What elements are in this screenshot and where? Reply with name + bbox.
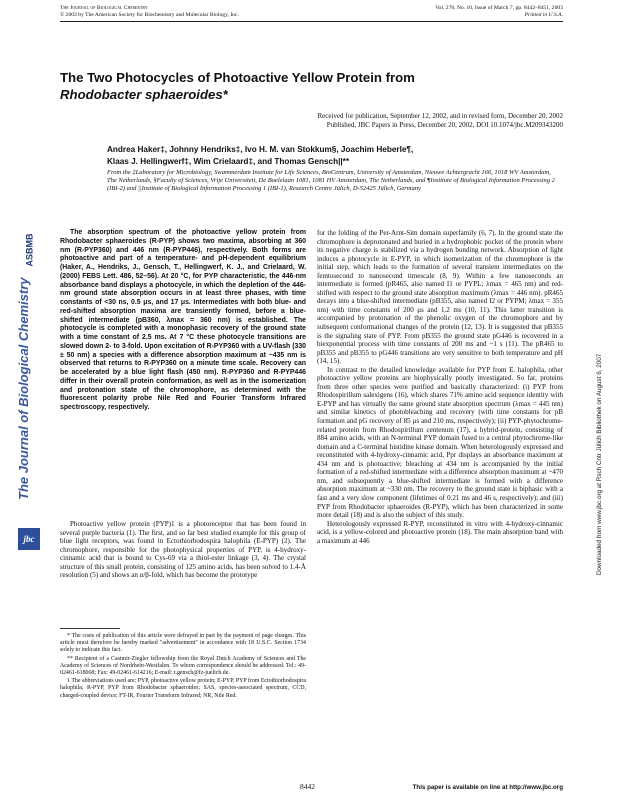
right-column-body <box>317 229 563 545</box>
published-line: Published, JBC Papers in Press, December 20, 2002, DOI 10.1074/jbc.M209343200 <box>326 121 563 129</box>
volume-line: Vol. 278, No. 10, Issue of March 7, pp. 8442–8451, 2003 <box>435 5 563 11</box>
online-notice: This paper is available on line at http://www.jbc.org <box>412 784 563 791</box>
running-header-right <box>435 5 563 19</box>
footnote-cost: * The costs of publication of this article were defrayed in part by the payment of page charges. This article must therefore be hereby marked "advertisement" in accordance with 18 U.S.C. Section 1734 solely to indicate this fact. <box>60 633 306 654</box>
printed-line: Printed in U.S.A. <box>524 12 563 18</box>
footnotes <box>60 633 306 701</box>
body-paragraph-3: Heterologously expressed R-PYP, reconstituted in vitro with 4-hydroxy-cinnamic acid, is a yellow-colored and photoactive protein (18). The main absorption band with a maximum at 446 <box>317 519 563 545</box>
author-list: Andrea Haker‡, Johnny Hendriks‡, Ivo H. M. van Stokkum§, Joachim Heberle¶, Klaas J. Hellingwerf‡, Wim Crielaard‡, and Thomas Gensch||** <box>107 145 414 166</box>
footnote-abbreviations: 1 The abbreviations used are: PYP, photoactive yellow protein; E-PYP, PYP from Ectothiorhodospira halophila; R-PYP, PYP from Rhodobacter sphaeroides; SAS, species-associated spectrum, CCD, charged-coupled device; FT-IR, Fourier Transform Infrared; NR, Nile Red. <box>60 678 306 699</box>
running-header-left <box>60 5 239 19</box>
copyright-line: © 2003 by The American Society for Biochemistry and Molecular Biology, Inc. <box>60 12 239 18</box>
header-rule <box>60 21 563 22</box>
received-line: Received for publication, September 12, 2002, and in revised form, December 20, 2002 <box>317 112 563 120</box>
footnote-correspondence: ** Recipient of a Casimir-Ziegler fellowship from the Royal Dutch Academy of Sciences and The Academy of Sciences of Nordrhein-Westfalen. To whom correspondence should be addressed. Tel.: 49-02461-618068; Fax: 49-02461-614216; E-mail: t.gensch@fz-juelich.de. <box>60 655 306 677</box>
page-number: 8442 <box>300 782 315 791</box>
footnote-rule <box>60 628 120 629</box>
download-watermark: Downloaded from www.jbc.org at Rsch Cntr Jülich Bibliothek on August 6, 2007 <box>596 353 603 575</box>
left-column-body <box>60 520 306 580</box>
body-paragraph-2: In contrast to the detailed knowledge available for PYP from E. halophila, other photoactive yellow proteins are biophysically poorly investigated. So far, proteins from three other species were purified and basically characterized: (i) PYP from Rhodospirillum salexigens (16), which shares 71% amino acid sequence identity with E-PYP and has virtually the same ground state absorption spectrum (λmax = 445 nm) and similar kinetics of photobleaching and recovery (with time constants for pB formation and pG recovery of 85 μs and 210 ms, respectively); (ii) PYP-phytochrome-related protein from Rhodospirillum centenum (17), a hybrid-protein, consisting of 884 amino acids, with an N-terminal PYP domain fused to a central phytochrome-like domain and a C-terminal histidine kinase domain. When heterologously expressed and reconstituted with 4-hydroxy-cinnamic acid, Ppr displays an absorbance maximum at 434 nm and is photoactive; bleaching at 434 nm is accompanied by the initial formation of a red-shifted intermediate with a difference absorption maximum at ~470 nm, and subsequently a blue-shifted intermediate is formed with a difference absorption maximum at ~330 nm. The recovery to the ground state is biphasic with a fast and a very slow component (lifetimes of 0.21 ms and 46 s, respectively); and (iii) PYP from Rhodobacter sphaeroides (R-PYP), which has been characterized in some more detail (18) and is also the subject of this study. <box>317 365 563 520</box>
publication-info <box>317 112 563 130</box>
abstract: The absorption spectrum of the photoactive yellow protein from Rhodobacter sphaeroides (R-PYP) shows two maxima, absorbing at 360 nm (R-PYP360) and 446 nm (R-PYP446), respectively. Both forms are photoactive and part of a temperature- and pH-dependent equilibrium (Haker, A., Hendriks, J., Gensch, T., Hellingwerf, K. J., and Crielaard, W. (2000) FEBS Lett. 486, 52–56). At 20 °C, for PYP characteristic, the 446-nm absorbance band displays a photocycle, in which the depletion of the 446-nm ground state absorption occurs in at least three phases, with time constants of <30 ns, 0.5 μs, and 17 μs. Intermediates with both blue- and red-shifted absorption maxima are transiently formed, before a blue-shifted intermediate (pB360, λmax = 360 nm) is established. The photocycle is completed with a monophasic recovery of the ground state with a time constant of 2.5 ms. At 7 °C these photocycle transitions are slowed down 2- to 3-fold. Upon excitation of R-PYP360 with a UV-flash (330 ± 50 nm) a species with a difference absorption maximum at ~435 nm is observed that returns to R-PYP360 on a minute time scale. Recovery can be accelerated by a blue light flash (450 nm). R-PYP360 and R-PYP446 differ in their overall protein conformation, as well as in the isomerization and protonation state of the chromophore, as determined with the fluorescent polarity probe Nile Red and Fourier Transform Infrared spectroscopy, respectively. <box>60 229 306 411</box>
jbc-logo-icon: jbc <box>18 528 40 550</box>
intro-paragraph: Photoactive yellow protein (PYP)1 is a photoreceptor that has been found in several purple bacteria (1). The first, and so far best studied example for this group of blue light receptors, was found in Ectothiorhodospira halophila (E-PYP) (2). The chromophore, responsible for the photophysical properties of PYP, is 4-hydroxy-cinnamic acid that is bound to Cys-69 via a thiol-ester linkage (3, 4). The crystal structure of this small protein, consisting of 125 amino acids, has been solved to 1.4-Å resolution (5) and shows an α/β-fold, which has become the prototype <box>60 520 306 580</box>
affiliations: From the ‡Laboratory for Microbiology, Swammerdam Institute for Life Sciences, BioCentrum, University of Amsterdam, Nieuwe Achtergracht 166, 1018 WV Amsterdam, The Netherlands, §Faculty of Sciences, Vrije Universiteit, De Boelelaan 1081, 1081 HV Amsterdam, The Netherlands, and ¶Institute of Biological Information Processing 2 (IBI-2) and ||Institute of Biological Information Processing 1 (IBI-1), Research Centre Jülich, D-52425 Jülich, Germany <box>107 169 555 193</box>
journal-name: The Journal of Biological Chemistry <box>60 5 148 11</box>
asbmb-logo-text: ASBMB <box>24 233 35 267</box>
journal-vertical-title: The Journal of Biological Chemistry <box>16 277 31 500</box>
asbmb-logo-icon <box>20 226 40 274</box>
article-title: The Two Photocycles of Photoactive Yellow Protein from Rhodobacter sphaeroides* <box>60 70 415 102</box>
body-paragraph-1: for the folding of the Per-Arnt-Sim domain superfamily (6, 7). In the ground state the chromophore is deprotonated and buried in a hydrophobic pocket of the protein where its negative charge is stabilized via a hydrogen bonding network. Absorption of light induces a photocycle in E-PYP, in which isomerization of the chromophore is the initial step, which leads to the formation of several transient intermediates on the femtosecond to nanosecond timescale (8, 9). Within a few nanoseconds an intermediate is formed (pR465, also named I1 or PYPL; λmax = 465 nm) and red-shifted with respect to the ground state absorption maximum (λmax = 446 nm). pR465 decays into a blue-shifted intermediate (pB355, also named I2 or PYPM; λmax = 355 nm) with time constants of 200 μs and 1.2 ms (10, 11). This latter transition is accompanied by protonation of the phenolic oxygen of the chromophore and by subsequent conformational changes of the protein (12, 13). It is suggested that pB355 is the signaling state of PYP. From pB355 the ground state pG446 is recovered in a biexponential process with time constants of 200 ms and ~1 s (11). The pR465 to pB355 and pB355 to pG446 transitions are very sensitive to both temperature and pH (14, 15). <box>317 229 563 366</box>
